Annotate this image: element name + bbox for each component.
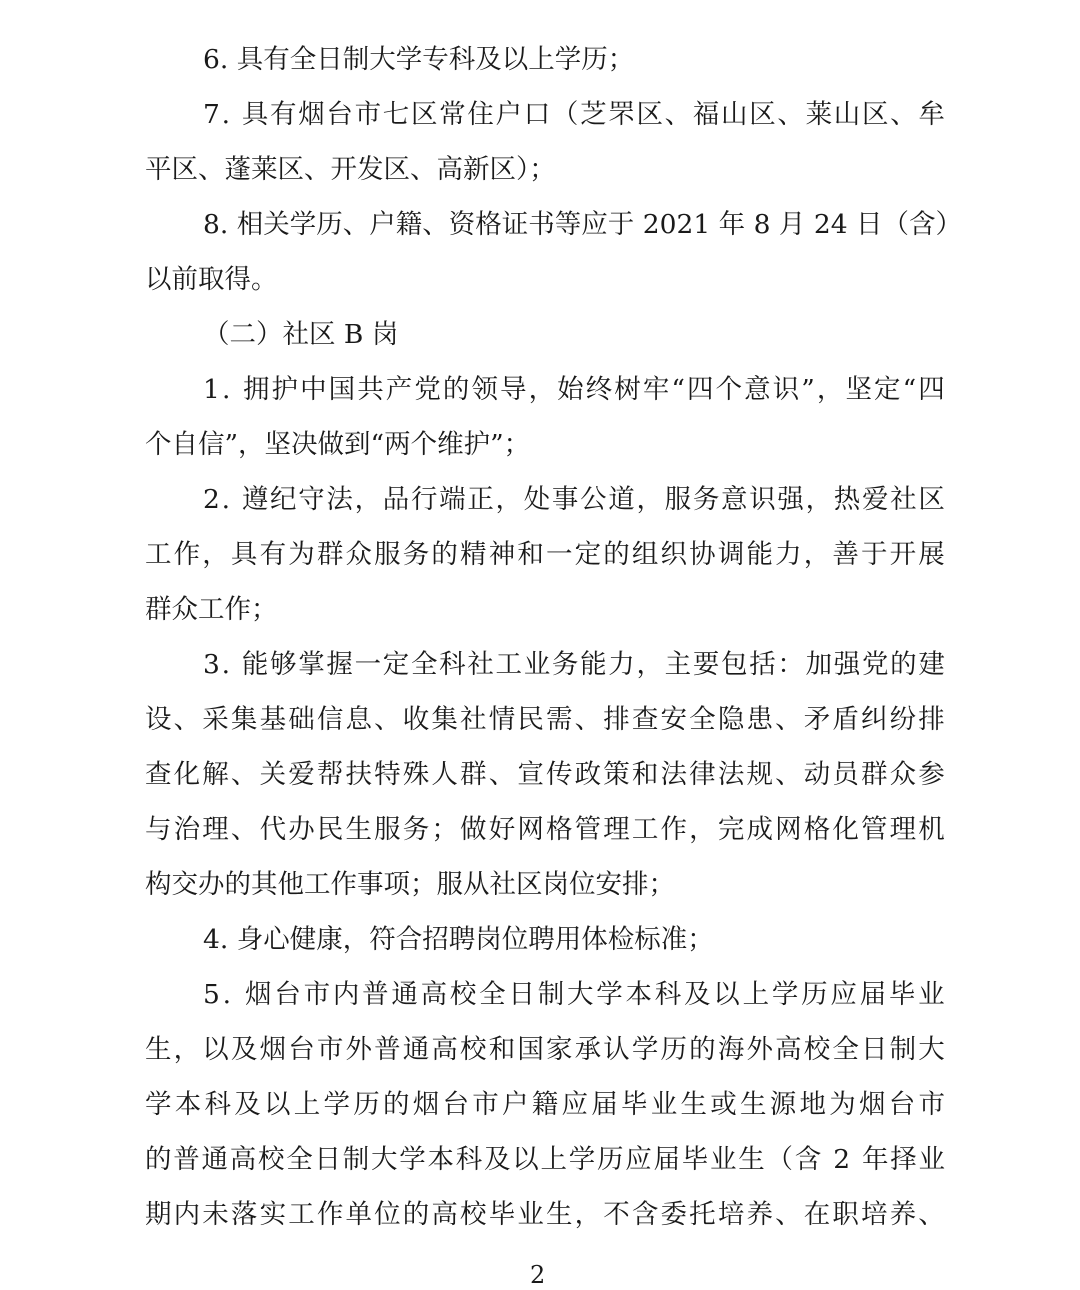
text-line: 1 . 拥 护 中 国 共 产 党 的 领 导 ， 始 终 树 牢 “ 四 个 意 识 ” ， 坚 定 “ 四 (203, 374, 945, 405)
text-line: 设 、 采 集 基 础 信 息 、 收 集 社 情 民 需 、 排 查 安 全 隐 患 、 矛 盾 纠 纷 排 (145, 704, 945, 735)
text-line: 3 . 能 够 掌 握 一 定 全 科 社 工 业 务 能 力 ， 主 要 包 括 ： 加 强 党 的 建 (203, 649, 945, 680)
text-line: 与 治 理 、 代 办 民 生 服 务 ； 做 好 网 格 管 理 工 作 ， 完 成 网 格 化 管 理 机 (145, 814, 945, 845)
text-line: 构交办的其他工作事项；服从社区岗位安排； (145, 869, 675, 900)
text-line: （二）社区 B 岗 (203, 319, 399, 350)
text-line: 查 化 解 、 关 爱 帮 扶 特 殊 人 群 、 宣 传 政 策 和 法 律 法 规 、 动 员 群 众 参 (145, 759, 945, 790)
text-line: 期 内 未 落 实 工 作 单 位 的 高 校 毕 业 生 ， 不 含 委 托 培 养 、 在 职 培 养 、 (145, 1199, 945, 1230)
text-line: 8 . 相 关 学 历 、 户 籍 、 资 格 证 书 等 应 于 2 0 2 1 年 8 月 2 4 日 （ 含 ） (203, 209, 962, 240)
text-line: 工 作 ， 具 有 为 群 众 服 务 的 精 神 和 一 定 的 组 织 协 调 能 力 ， 善 于 开 展 (145, 539, 945, 570)
text-line: 个自信”，坚决做到“两个维护”； (145, 429, 531, 460)
text-line: 的 普 通 高 校 全 日 制 大 学 本 科 及 以 上 学 历 应 届 毕 业 生 （ 含 2 年 择 业 (145, 1144, 945, 1175)
text-line: 学 本 科 及 以 上 学 历 的 烟 台 市 户 籍 应 届 毕 业 生 或 生 源 地 为 烟 台 市 (145, 1089, 945, 1120)
text-line: 6. 具有全日制大学专科及以上学历； (203, 44, 635, 75)
text-line: 2 . 遵 纪 守 法 ， 品 行 端 正 ， 处 事 公 道 ， 服 务 意 识 强 ， 热 爱 社 区 (203, 484, 945, 515)
page-number: 2 (530, 1261, 546, 1289)
text-line: 群众工作； (145, 594, 278, 625)
text-line: 5 . 烟 台 市 内 普 通 高 校 全 日 制 大 学 本 科 及 以 上 学 历 应 届 毕 业 (203, 979, 945, 1010)
text-line: 7 . 具 有 烟 台 市 七 区 常 住 户 口 （ 芝 罘 区 、 福 山 区 、 莱 山 区 、 牟 (203, 99, 945, 130)
text-line: 4. 身心健康，符合招聘岗位聘用体检标准； (203, 924, 714, 955)
text-line: 平区、蓬莱区、开发区、高新区）； (145, 154, 556, 185)
text-line: 生 ， 以 及 烟 台 市 外 普 通 高 校 和 国 家 承 认 学 历 的 海 外 高 校 全 日 制 大 (145, 1034, 945, 1065)
text-line: 以前取得。 (145, 264, 278, 295)
